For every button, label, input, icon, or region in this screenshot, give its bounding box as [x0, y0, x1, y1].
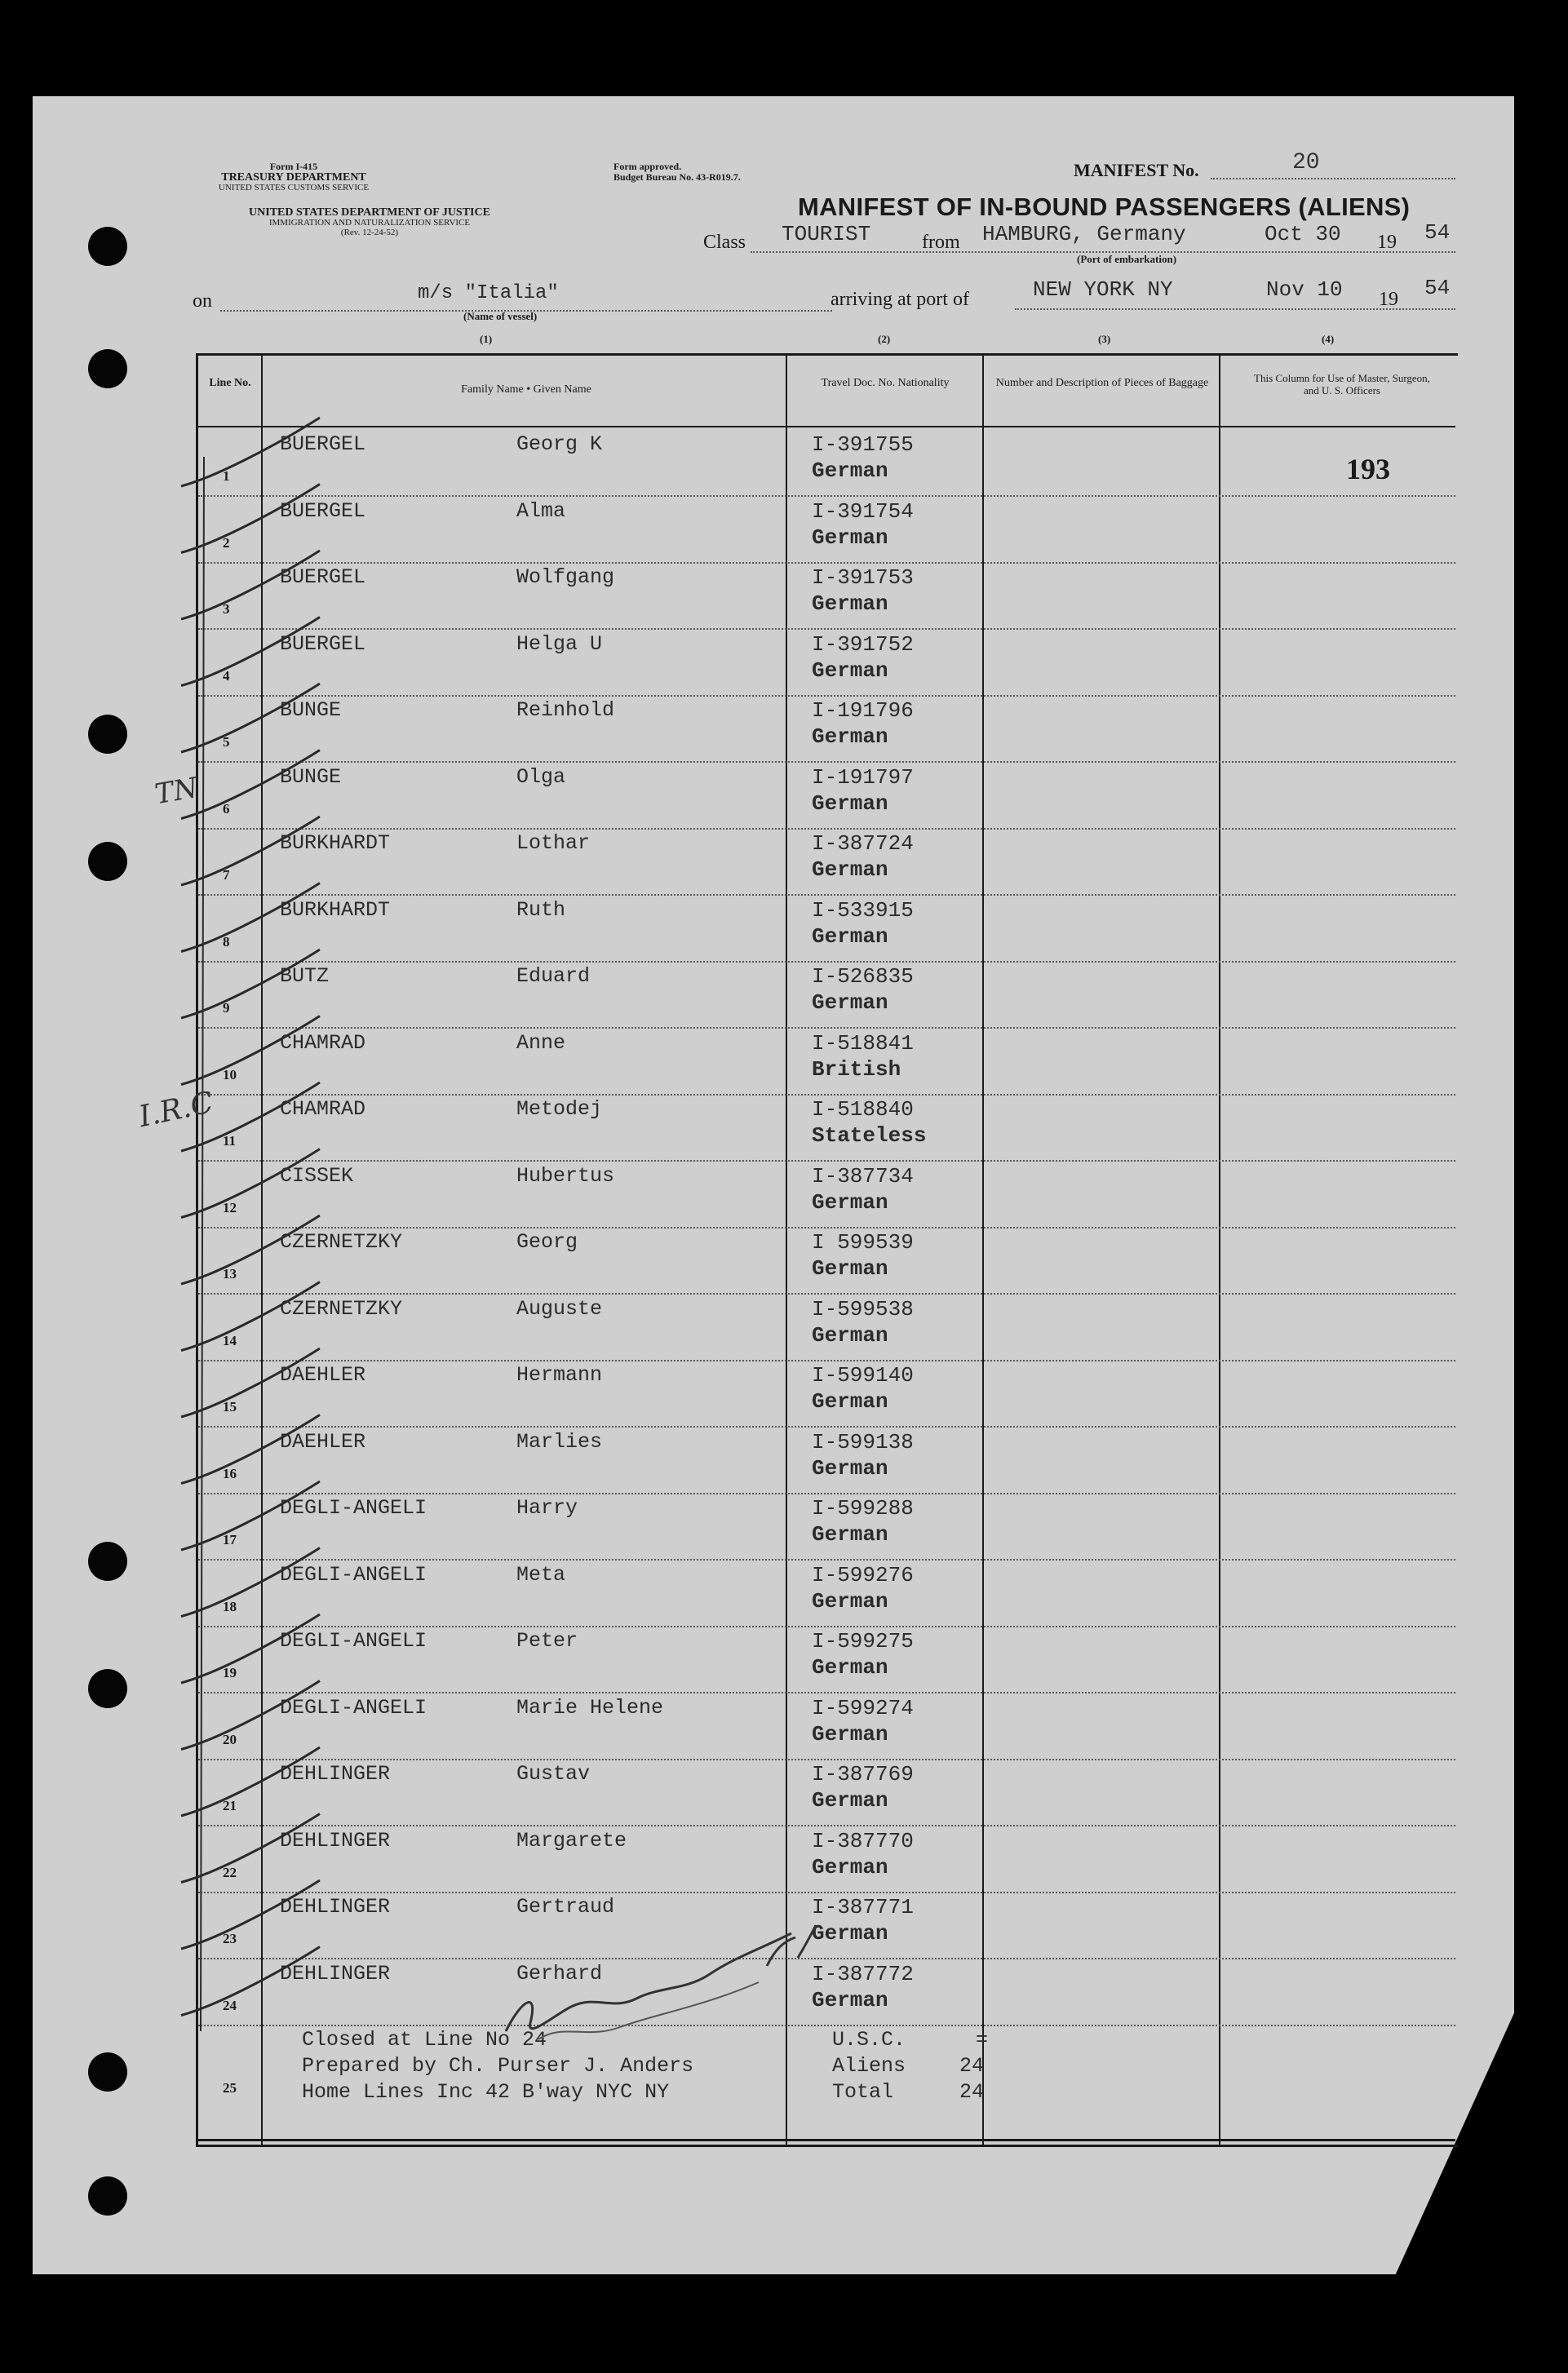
line-number: 16: [223, 1465, 237, 1481]
customs-service: UNITED STATES CUSTOMS SERVICE: [218, 183, 370, 193]
checkmark-stroke: [181, 950, 320, 1018]
col-baggage: Number and Description of Pieces of Baggage: [995, 377, 1209, 389]
given-name: Hubertus: [516, 1163, 615, 1188]
family-name: CISSEK: [280, 1163, 354, 1188]
manifest-title: MANIFEST OF IN-BOUND PASSENGERS (ALIENS): [798, 193, 1411, 221]
given-name: Gerhard: [516, 1961, 603, 1986]
family-name: DEGLI-ANGELI: [280, 1496, 427, 1520]
travel-doc-number: I 599539: [812, 1230, 914, 1255]
given-name: Auguste: [516, 1296, 603, 1321]
given-name: Eduard: [516, 964, 591, 988]
checkmark-stroke: [181, 684, 320, 752]
checkmark-stroke: [181, 817, 320, 885]
line-number: 9: [223, 1000, 230, 1016]
family-name: BUERGEL: [280, 565, 366, 589]
line-number: 17: [223, 1532, 237, 1547]
travel-doc-number: I-391753: [812, 565, 914, 590]
travel-doc-number: I-599538: [812, 1296, 914, 1322]
travel-doc-number: I-387769: [812, 1762, 914, 1786]
nationality: German: [812, 1389, 888, 1414]
checkmark-stroke: [181, 1947, 320, 2016]
nationality: German: [812, 1854, 888, 1879]
officer-mark: 193: [1346, 453, 1390, 485]
family-name: BUNGE: [280, 764, 342, 789]
margin-note-tn: TN: [152, 771, 201, 812]
inspector-signature: [489, 1917, 832, 2056]
on-label: on: [193, 290, 212, 312]
given-name: Olga: [516, 764, 566, 789]
nationality: German: [812, 790, 888, 816]
given-name: Reinhold: [516, 698, 615, 722]
given-name: Hermann: [516, 1363, 603, 1387]
given-name: Harry: [516, 1496, 578, 1520]
line-number: 6: [223, 800, 230, 817]
travel-doc-number: I-599274: [812, 1695, 914, 1720]
travel-doc-number: I-533915: [812, 897, 914, 923]
given-name: Meta: [516, 1562, 566, 1587]
travel-doc-number: I-526835: [812, 964, 914, 989]
line-number: 1: [223, 468, 230, 484]
col-line-no: Line No.: [209, 377, 251, 389]
budget-bureau: Budget Bureau No. 43-R019.7.: [613, 171, 741, 183]
usc-label: U.S.C.: [832, 2028, 906, 2052]
family-name: DAEHLER: [280, 1363, 366, 1387]
line-number: 13: [223, 1266, 237, 1282]
given-name: Georg K: [516, 432, 603, 456]
closed-at-line: Closed at Line No 24: [302, 2028, 547, 2052]
travel-doc-number: I-387734: [812, 1163, 914, 1189]
family-name: BUTZ: [280, 964, 330, 988]
travel-doc-number: I-387770: [812, 1828, 914, 1853]
total-count: 24: [959, 2080, 985, 2104]
checkmark-stroke: [181, 618, 320, 686]
checkmark-stroke: [181, 883, 320, 952]
given-name: Marlies: [516, 1429, 603, 1454]
family-name: DEHLINGER: [280, 1828, 391, 1853]
given-name: Ruth: [516, 897, 566, 922]
travel-doc-number: I-387771: [812, 1895, 914, 1919]
given-name: Metodej: [516, 1097, 603, 1121]
family-name: CZERNETZKY: [280, 1230, 403, 1254]
nationality: German: [812, 1256, 888, 1281]
travel-doc-number: I-391754: [812, 498, 914, 524]
arrival-date: Nov 10: [1266, 277, 1343, 302]
line-number: 15: [223, 1399, 237, 1415]
line-number: 5: [223, 734, 230, 750]
given-name: Helga U: [516, 631, 603, 656]
line-number: 19: [223, 1665, 237, 1680]
vessel-name: m/s "Italia": [418, 282, 559, 304]
given-name: Lothar: [516, 831, 591, 855]
nationality: Stateless: [812, 1123, 927, 1148]
travel-doc-number: I-599276: [812, 1562, 914, 1587]
travel-doc-number: I-191796: [812, 698, 914, 723]
given-name: Peter: [516, 1629, 578, 1653]
nationality: German: [812, 1455, 888, 1481]
from-port: HAMBURG, Germany: [982, 222, 1186, 246]
embark-caption: (Port of embarkation): [1077, 253, 1177, 265]
margin-note-irc: I.R.C: [135, 1085, 217, 1135]
family-name: BUERGEL: [280, 432, 366, 456]
aliens-label: Aliens: [832, 2054, 906, 2078]
prepared-by: Prepared by Ch. Purser J. Anders: [302, 2054, 694, 2078]
from-year-prefix: 19: [1377, 232, 1397, 253]
travel-doc-number: I-599138: [812, 1429, 914, 1454]
travel-doc-number: I-391755: [812, 432, 914, 457]
total-label: Total: [832, 2080, 894, 2104]
family-name: DEHLINGER: [280, 1961, 391, 1986]
arriving-label: arriving at port of: [831, 289, 969, 310]
family-name: BUERGEL: [280, 498, 366, 523]
usc-value: =: [976, 2028, 989, 2052]
arrival-year: 54: [1424, 276, 1451, 300]
checkmark-stroke: [181, 418, 320, 486]
nationality: German: [812, 1655, 888, 1680]
line-number: 3: [223, 601, 230, 617]
checkmark-stroke: [181, 485, 320, 553]
given-name: Gustav: [516, 1762, 591, 1786]
family-name: DEHLINGER: [280, 1895, 391, 1919]
col-officers: This Column for Use of Master, Surgeon, and U. S. Officers: [1254, 372, 1430, 396]
col2-number: (2): [878, 333, 891, 345]
class-label: Class: [703, 232, 746, 253]
line-number: 2: [223, 534, 230, 551]
line-number: 20: [223, 1731, 237, 1747]
margin-tick-line: [201, 457, 204, 2031]
given-name: Alma: [516, 498, 566, 523]
nationality: German: [812, 923, 888, 949]
line-number: 7: [223, 867, 230, 883]
family-name: DEGLI-ANGELI: [280, 1695, 427, 1720]
travel-doc-number: I-599140: [812, 1363, 914, 1388]
family-name: BUERGEL: [280, 631, 366, 656]
family-name: BURKHARDT: [280, 831, 391, 855]
line-number-25: 25: [223, 2080, 237, 2096]
family-name: DAEHLER: [280, 1429, 366, 1454]
from-label: from: [922, 232, 960, 253]
family-name: BURKHARDT: [280, 897, 391, 922]
arrival-year-prefix: 19: [1379, 289, 1398, 310]
checkmark-stroke: [181, 1880, 320, 1949]
line-number: 24: [223, 1997, 237, 2013]
nationality: German: [812, 1788, 888, 1813]
travel-doc-number: I-599275: [812, 1629, 914, 1654]
nationality: German: [812, 857, 888, 882]
given-name: Gertraud: [516, 1895, 615, 1919]
line-number: 12: [223, 1199, 237, 1215]
nationality: German: [812, 1588, 888, 1614]
col-name: Family Name • Given Name: [461, 383, 591, 396]
line-number: 21: [223, 1798, 237, 1813]
ins-service: IMMIGRATION AND NATURALIZATION SERVICE: [268, 218, 471, 228]
line-number: 14: [223, 1332, 237, 1348]
family-name: BUNGE: [280, 698, 342, 722]
nationality: German: [812, 1522, 888, 1547]
col-doc: Travel Doc. No. Nationality: [821, 377, 950, 389]
nationality: German: [812, 458, 888, 483]
given-name: Marie Helene: [516, 1695, 664, 1720]
manifest-no: 20: [1292, 150, 1320, 175]
travel-doc-number: I-387724: [812, 831, 914, 856]
nationality: German: [812, 1721, 888, 1747]
family-name: DEGLI-ANGELI: [280, 1562, 427, 1587]
line-number: 11: [223, 1133, 237, 1149]
family-name: DEGLI-ANGELI: [280, 1629, 427, 1653]
line-number: 4: [223, 667, 230, 684]
nationality: German: [812, 525, 888, 550]
form-approved: Form approved.: [613, 161, 682, 172]
travel-doc-number: I-518840: [812, 1097, 914, 1122]
revision: (Rev. 12-24-52): [340, 228, 399, 237]
line-number: 22: [223, 1864, 237, 1880]
travel-doc-number: I-191797: [812, 764, 914, 790]
travel-doc-number: I-387772: [812, 1961, 914, 1986]
nationality: British: [812, 1056, 901, 1082]
col3-number: (3): [1098, 333, 1111, 345]
given-name: Margarete: [516, 1828, 627, 1853]
line-number: 18: [223, 1598, 237, 1614]
nationality: German: [812, 1322, 888, 1348]
checkmark-stroke: [181, 551, 320, 619]
col1-number: (1): [480, 333, 493, 345]
form-number: Form I-415: [269, 161, 318, 172]
from-date: Oct 30: [1265, 222, 1341, 246]
col4-number: (4): [1322, 333, 1335, 345]
nationality: German: [812, 1189, 888, 1215]
treasury-dept: TREASURY DEPARTMENT: [221, 171, 366, 184]
line-number: 8: [223, 933, 230, 950]
nationality: German: [812, 990, 888, 1015]
manifest-no-label: MANIFEST No.: [1074, 160, 1199, 180]
aliens-count: 24: [959, 2054, 985, 2078]
family-name: DEHLINGER: [280, 1762, 391, 1786]
given-name: Anne: [516, 1030, 566, 1055]
nationality: German: [812, 1987, 888, 2012]
travel-doc-number: I-518841: [812, 1030, 914, 1056]
nationality: German: [812, 591, 888, 616]
travel-doc-number: I-599288: [812, 1496, 914, 1521]
line-number: 10: [223, 1066, 237, 1082]
given-name: Wolfgang: [516, 565, 615, 589]
checkmark-stroke: [181, 750, 320, 819]
family-name: CHAMRAD: [280, 1097, 366, 1121]
travel-doc-number: I-391752: [812, 631, 914, 657]
family-name: CZERNETZKY: [280, 1296, 403, 1321]
vessel-caption: (Name of vessel): [463, 310, 538, 322]
family-name: CHAMRAD: [280, 1030, 366, 1055]
class-value: TOURIST: [782, 222, 871, 246]
arrival-port: NEW YORK NY: [1033, 277, 1173, 302]
nationality: German: [812, 657, 888, 683]
nationality: German: [812, 724, 888, 749]
line-number: 23: [223, 1931, 237, 1946]
company-address: Home Lines Inc 42 B'way NYC NY: [302, 2080, 670, 2104]
nationality: German: [812, 1921, 888, 1946]
justice-dept: UNITED STATES DEPARTMENT OF JUSTICE: [249, 206, 490, 219]
from-year: 54: [1424, 220, 1451, 245]
given-name: Georg: [516, 1230, 578, 1254]
